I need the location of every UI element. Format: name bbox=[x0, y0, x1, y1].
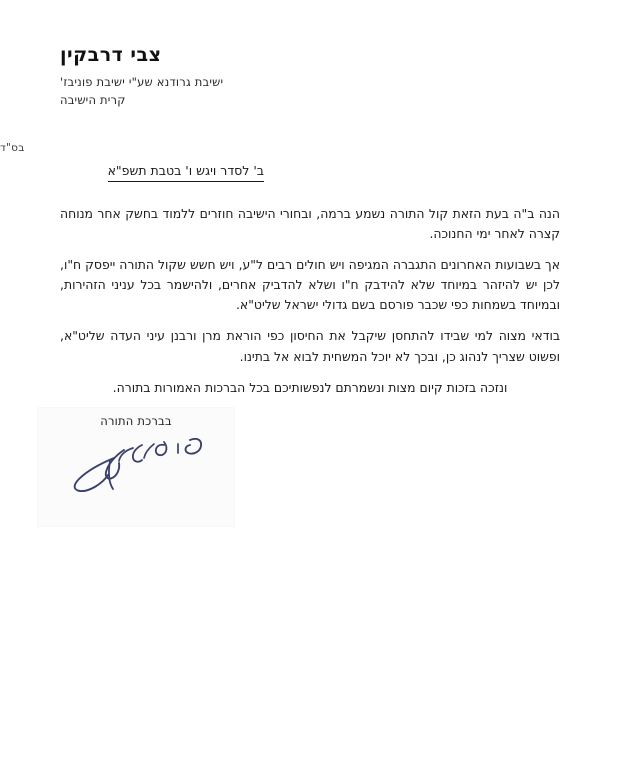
letterhead-location: קרית הישיבה bbox=[60, 92, 126, 107]
bsd-marker: בס"ד bbox=[0, 142, 25, 154]
body-paragraph: אך בשבועות האחרונים התגברה המגיפה ויש חולים רבים ל"ע, ויש חשש שקול התורה ייפסק ח"ו, לכן יש להיזהר במיוחד שלא להידבק ח"ו ושלא להדביק אחרים, ולהישמר בכל עניני הזהירות, ובמיוחד בשמחות כפי שכבר פורסם בשם גדולי ישראל שליט"א. bbox=[60, 257, 560, 313]
letterhead-institution: ישיבת גרודנא שע"י ישיבת פוניבז' bbox=[60, 74, 224, 89]
body-paragraph: הנה ב"ה בעת הזאת קול התורה נשמע ברמה, ובחורי הישיבה חוזרים ללמוד בחשק אחר מנוחה קצרה לאחר ימי החנוכה. bbox=[60, 206, 560, 242]
letter-body bbox=[60, 204, 560, 398]
dateline-container bbox=[0, 160, 620, 182]
body-paragraph: בודאי מצוה למי שבידו להתחסן שיקבל את החיסון כפי הוראת מרן ורבנן עיני העדה שליט"א, ופשוט שצריך לנהוג כן, ובכך לא יוכל המשחית לבוא אל בתינו. bbox=[60, 328, 560, 364]
body-paragraph: ונזכה בזכות קיום מצות ונשמרתם לנפשותיכם בכל הברכות האמורות בתורה. bbox=[112, 379, 508, 395]
handwritten-signature-icon bbox=[38, 428, 234, 508]
dateline: ב' לסדר ויגש ו' בטבת תשפ"א bbox=[108, 162, 264, 182]
letterhead bbox=[60, 44, 560, 108]
letterhead-name: צבי דרבקין bbox=[60, 44, 162, 66]
signature-blessing-label: בברכת התורה bbox=[100, 414, 172, 428]
